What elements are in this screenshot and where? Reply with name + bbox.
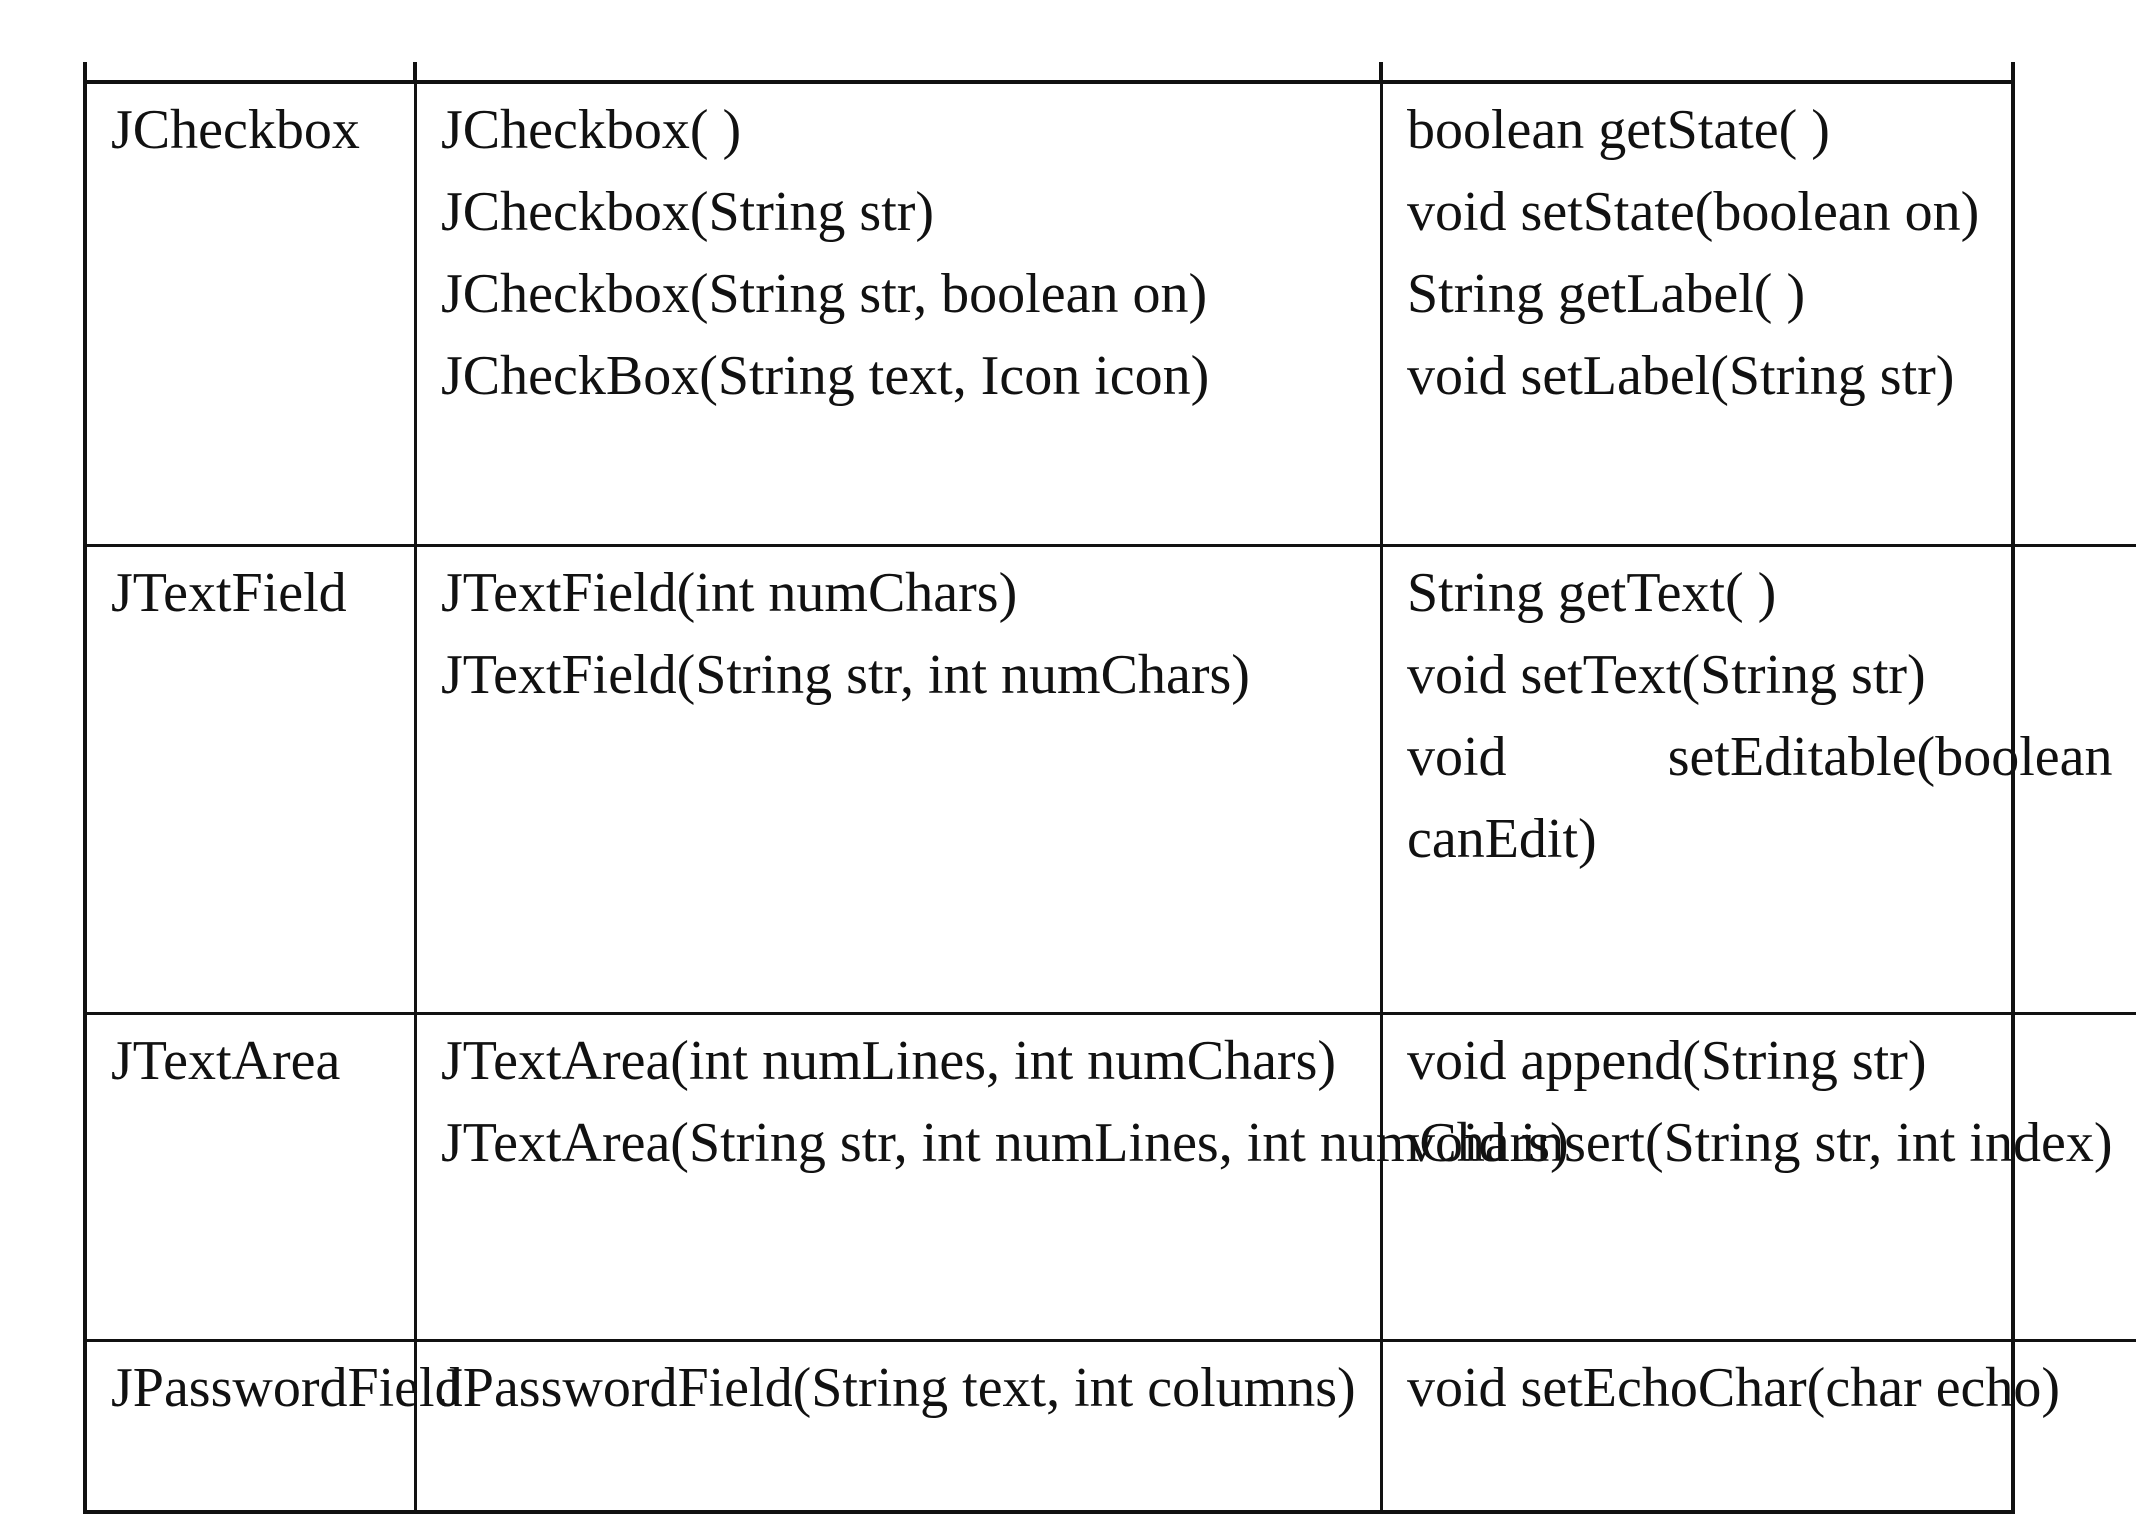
method-item: boolean getState( ) bbox=[1407, 99, 1830, 161]
method-item: void insert(String str, int index) bbox=[1407, 1112, 2113, 1174]
component-cell-jtextfield bbox=[87, 547, 417, 1015]
method-item: String getText( ) bbox=[1407, 562, 1777, 624]
method-word: void bbox=[1407, 726, 1507, 788]
method-item: String getLabel( ) bbox=[1407, 263, 1806, 325]
component-name: JTextArea bbox=[111, 1030, 341, 1092]
method-word: setEditable(boolean bbox=[1667, 726, 2113, 788]
table-top-stub-mid bbox=[413, 62, 417, 80]
method-item: void setEchoChar(char echo) bbox=[1407, 1357, 2061, 1419]
constructor-item: JTextField(String str, int numChars) bbox=[441, 644, 1250, 706]
constructor-item: JCheckbox(String str) bbox=[441, 181, 935, 243]
constructor-item: JTextArea(String str, int numLines, int numChars) bbox=[441, 1112, 1569, 1174]
methods-cell-jtextarea bbox=[1383, 1015, 2136, 1342]
method-item: void setState(boolean on) bbox=[1407, 181, 1980, 243]
component-cell-jcheckbox bbox=[87, 84, 417, 547]
component-name: JPasswordField bbox=[111, 1357, 463, 1419]
method-item: void setLabel(String str) bbox=[1407, 345, 1955, 407]
constructor-item: JTextField(int numChars) bbox=[441, 562, 1018, 624]
constructors-cell-jpasswordfield bbox=[417, 1342, 1383, 1510]
components-table bbox=[83, 0, 2113, 1514]
component-cell-jpasswordfield bbox=[87, 1342, 463, 1510]
constructor-item: JCheckbox( ) bbox=[441, 99, 742, 161]
constructor-item: JTextArea(int numLines, int numChars) bbox=[441, 1030, 1337, 1092]
constructor-item: JCheckbox(String str, boolean on) bbox=[441, 263, 1208, 325]
component-name: JCheckbox bbox=[111, 99, 360, 161]
constructor-item: JCheckBox(String text, Icon icon) bbox=[441, 345, 1210, 407]
constructors-cell-jcheckbox bbox=[417, 84, 1383, 547]
constructors-cell-jtextarea bbox=[417, 1015, 1569, 1342]
component-cell-jtextarea bbox=[87, 1015, 417, 1342]
method-item: void append(String str) bbox=[1407, 1030, 1927, 1092]
table-grid bbox=[83, 80, 2113, 1514]
methods-cell-jpasswordfield bbox=[1383, 1342, 2136, 1510]
table-top-stub-left bbox=[83, 62, 87, 80]
methods-cell-jcheckbox bbox=[1383, 84, 2136, 547]
methods-cell-jtextfield bbox=[1383, 547, 2136, 1015]
component-name: JTextField bbox=[111, 562, 347, 624]
constructors-cell-jtextfield bbox=[417, 547, 1383, 1015]
constructor-item: JPasswordField(String text, int columns) bbox=[441, 1357, 1356, 1419]
method-item: void setText(String str) bbox=[1407, 644, 1926, 706]
method-item-continuation: canEdit) bbox=[1407, 808, 1597, 870]
table-top-stub-right bbox=[1379, 62, 1383, 80]
